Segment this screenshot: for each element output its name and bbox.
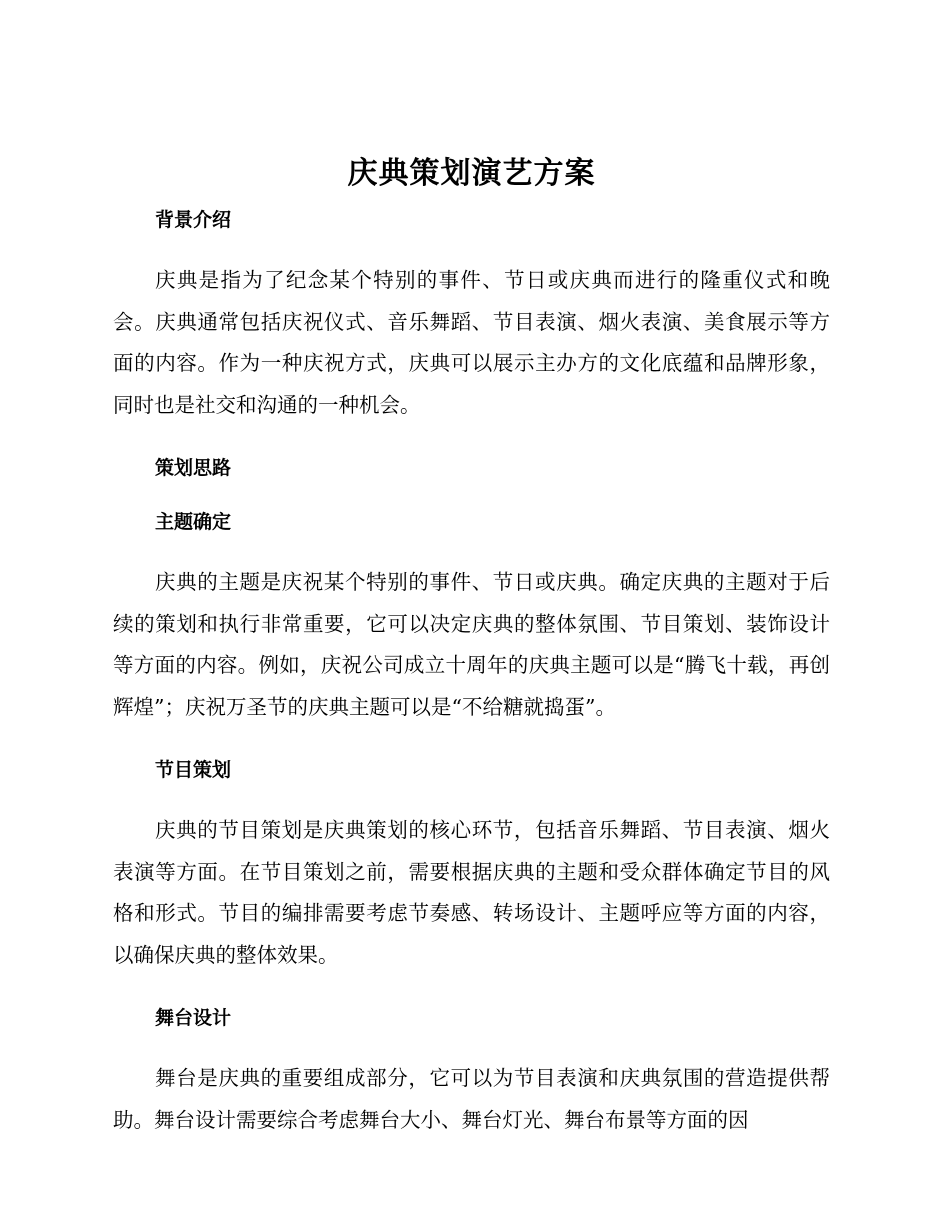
document-title: 庆典策划演艺方案 — [347, 156, 596, 191]
section-heading-theme: 主题确定 — [155, 511, 232, 533]
section-heading-planning-idea: 策划思路 — [155, 457, 232, 479]
section-heading-program: 节目策划 — [155, 759, 232, 781]
section-paragraph-program: 庆典的节目策划是庆典策划的核心环节，包括音乐舞蹈、节目表演、烟火表演等方面。在节目策划之前，需要根据庆典的主题和受众群体确定节目的风格和形式。节目的编排需要考虑节奏感、转场设计、主题呼应等方面的内容，以确保庆典的整体效果。 — [113, 818, 830, 967]
section-paragraph-stage: 舞台是庆典的重要组成部分，它可以为节目表演和庆典氛围的营造提供帮助。舞台设计需要综合考虑舞台大小、舞台灯光、舞台布景等方面的因 — [113, 1066, 830, 1132]
document-body — [113, 148, 830, 1141]
section-paragraph-background: 庆典是指为了纪念某个特别的事件、节日或庆典而进行的隆重仪式和晚会。庆典通常包括庆祝仪式、音乐舞蹈、节目表演、烟火表演、美食展示等方面的内容。作为一种庆祝方式，庆典可以展示主办方的文化底蕴和品牌形象，同时也是社交和沟通的一种机会。 — [113, 268, 830, 417]
section-heading-stage: 舞台设计 — [155, 1007, 232, 1029]
section-paragraph-theme: 庆典的主题是庆祝某个特别的事件、节日或庆典。确定庆典的主题对于后续的策划和执行非常重要，它可以决定庆典的整体氛围、节目策划、装饰设计等方面的内容。例如，庆祝公司成立十周年的庆典主题可以是“腾飞十载，再创辉煌”；庆祝万圣节的庆典主题可以是“不给糖就捣蛋”。 — [113, 570, 830, 719]
section-heading-background: 背景介绍 — [155, 209, 232, 231]
